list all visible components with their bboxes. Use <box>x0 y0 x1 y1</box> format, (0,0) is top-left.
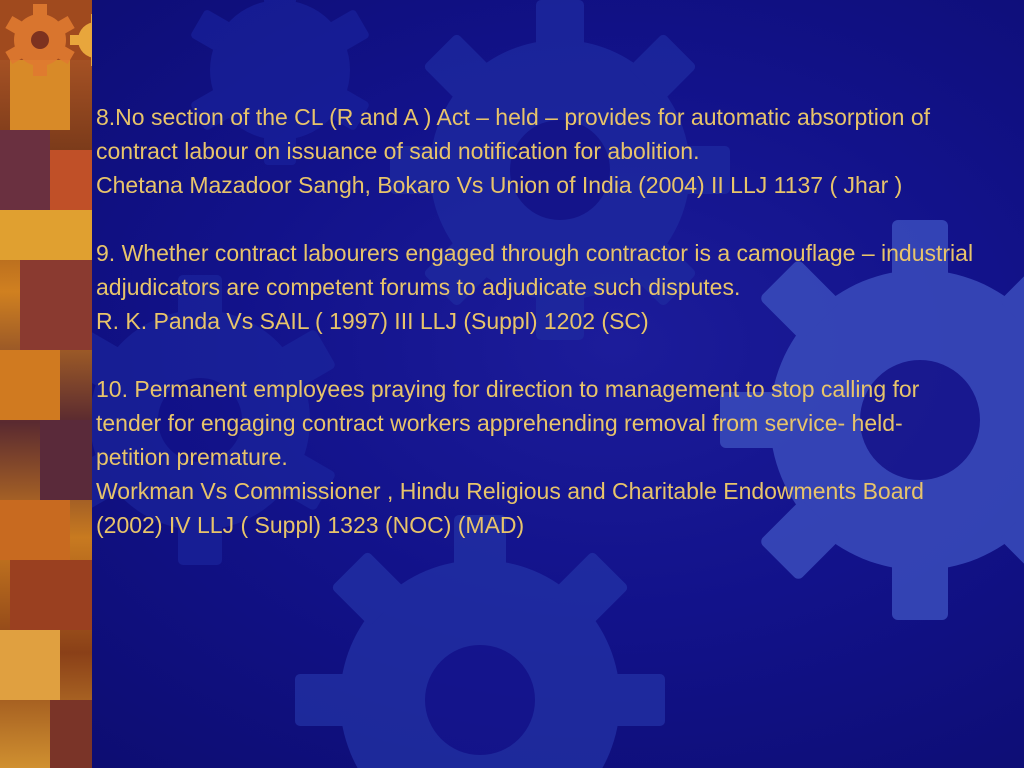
slide-body <box>96 100 976 542</box>
case-holding: 9. Whether contract labourers engaged through contractor is a camouflage – industrial adjudicators are competent forums to adjudicate such disputes. <box>96 240 974 300</box>
case-citation: Chetana Mazadoor Sangh, Bokaro Vs Union of India (2004) II LLJ 1137 ( Jhar ) <box>96 172 903 198</box>
gear-icon <box>295 515 665 768</box>
case-holding: 10. Permanent employees praying for direction to management to stop calling for tender for engaging contract workers apprehending removal from service- held- petition premature. <box>96 376 920 470</box>
gear-icon <box>0 0 92 768</box>
case-citation: R. K. Panda Vs SAIL ( 1997) III LLJ (Suppl) 1202 (SC) <box>96 308 649 334</box>
decorative-strip <box>0 0 92 768</box>
case-holding: 8.No section of the CL (R and A ) Act – held – provides for automatic absorption of contract labour on issuance of said notification for abolition. <box>96 104 931 164</box>
case-citation: Workman Vs Commissioner , Hindu Religious and Charitable Endowments Board (2002) IV LLJ ( Suppl) 1323 (NOC) (MAD) <box>96 478 924 538</box>
